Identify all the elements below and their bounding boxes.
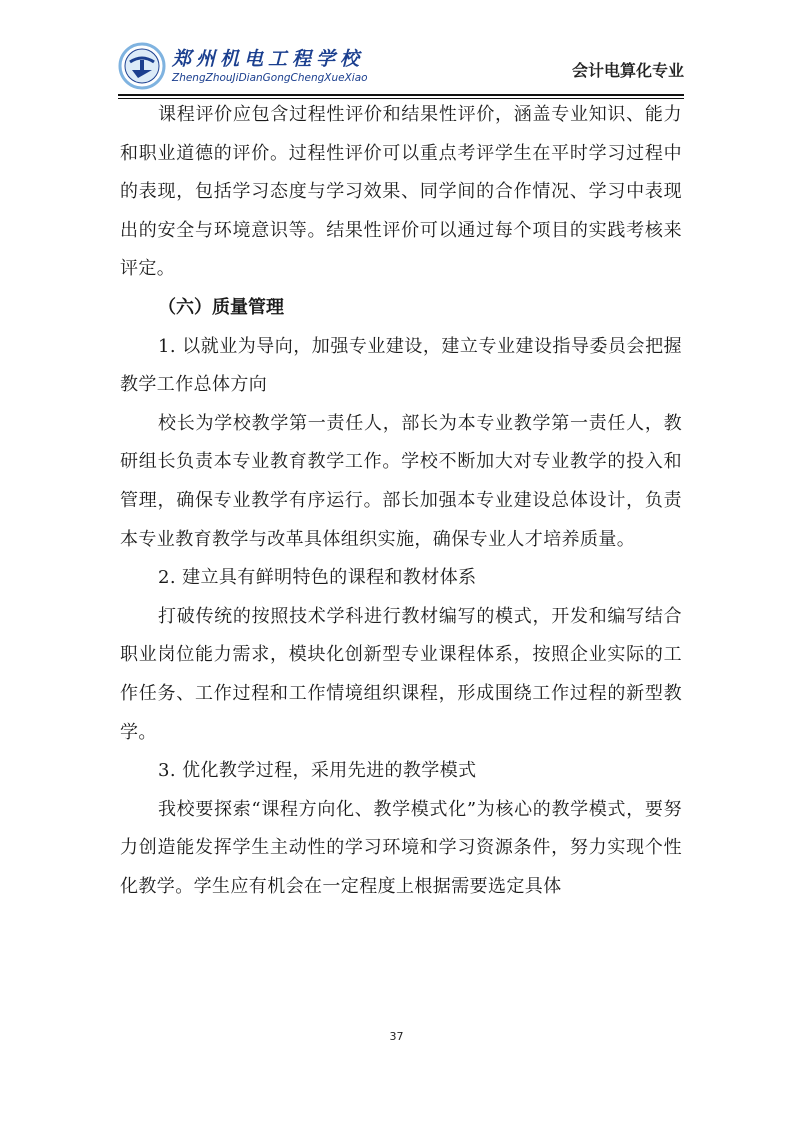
item-3-title: 3. 优化教学过程，采用先进的教学模式: [158, 760, 477, 782]
page-content: [120, 96, 682, 906]
paragraph-evaluation: 课程评价应包含过程性评价和结果性评价，涵盖专业知识、能力和职业道德的评价。过程性评价可以重点考评学生在平时学习过程中的表现，包括学习态度与学习效果、同学间的合作情况、学习中表现出的安全与环境意识等。结果性评价可以通过每个项目的实践考核来评定。: [120, 104, 682, 280]
page-number: 37: [389, 1030, 404, 1043]
paragraph-curriculum: 打破传统的按照技术学科进行教材编写的模式，开发和编写结合职业岗位能力需求，模块化创新型专业课程体系，按照企业实际的工作任务、工作过程和工作情境组织课程，形成围绕工作过程的新型教学。: [120, 605, 682, 743]
item-2-title: 2. 建立具有鲜明特色的课程和教材体系: [158, 567, 477, 589]
school-name-en: ZhengZhouJiDianGongChengXueXiao: [172, 72, 368, 84]
page-header: [118, 36, 684, 94]
item-1-title: 1. 以就业为导向，加强专业建设，建立专业建设指导委员会把握教学工作总体方向: [120, 335, 682, 396]
school-logo-icon: [118, 42, 166, 90]
major-title: 会计电算化专业: [571, 61, 684, 80]
paragraph-teaching-mode: 我校要探索“课程方向化、教学模式化”为核心的教学模式，要努力创造能发挥学生主动性的学习环境和学习资源条件，努力实现个性化教学。学生应有机会在一定程度上根据需要选定具体: [120, 798, 682, 897]
section-heading: （六）质量管理: [158, 296, 284, 318]
paragraph-responsibility: 校长为学校教学第一责任人，部长为本专业教学第一责任人，教研组长负责本专业教育教学工作。学校不断加大对专业教学的投入和管理，确保专业教学有序运行。部长加强本专业建设总体设计，负责本专业教育教学与改革具体组织实施，确保专业人才培养质量。: [120, 412, 682, 550]
school-name-cn: 郑州机电工程学校: [172, 48, 365, 70]
